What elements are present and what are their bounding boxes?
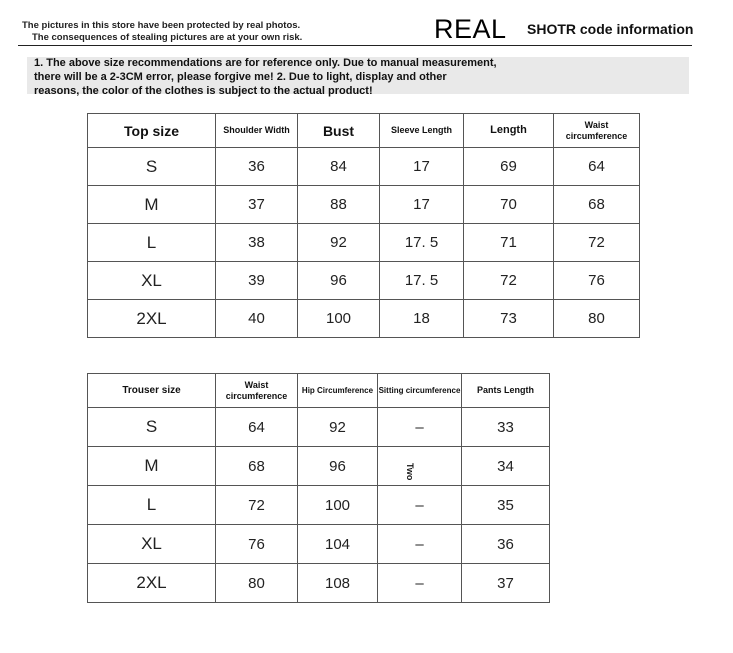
size-label: 2XL (88, 300, 216, 338)
trouser-size-table (87, 373, 550, 603)
header-hip-circumference: Hip Circumference (298, 374, 378, 408)
table-cell: 17. 5 (380, 224, 464, 262)
header-trouser-size: Trouser size (88, 374, 216, 408)
warning-line-2: The consequences of stealing pictures are at your own risk. (32, 32, 303, 43)
section-title: SHOTR code information (527, 21, 694, 37)
table-cell: 40 (216, 300, 298, 338)
table-row (88, 300, 640, 338)
table-row (88, 564, 550, 603)
table-cell: 18 (380, 300, 464, 338)
table-cell: – (378, 408, 462, 447)
table-cell: 64 (216, 408, 298, 447)
table-row (88, 148, 640, 186)
note-line-1: 1. The above size recommendations are for reference only. Due to manual measurement, (34, 57, 497, 69)
table-cell (378, 447, 462, 486)
table-row (88, 486, 550, 525)
size-label: M (88, 447, 216, 486)
table-cell: 76 (216, 525, 298, 564)
table-row (88, 447, 550, 486)
table-cell: 108 (298, 564, 378, 603)
table-cell: 80 (216, 564, 298, 603)
table-cell: 37 (216, 186, 298, 224)
header-length: Length (464, 114, 554, 148)
table-cell: 96 (298, 262, 380, 300)
table-cell: 100 (298, 300, 380, 338)
size-label: XL (88, 525, 216, 564)
table-cell: 38 (216, 224, 298, 262)
copyright-warning (22, 20, 302, 44)
size-label: S (88, 408, 216, 447)
table-row (88, 408, 550, 447)
table-cell: 80 (554, 300, 640, 338)
table-cell: 33 (462, 408, 550, 447)
size-label: 2XL (88, 564, 216, 603)
table-cell: 39 (216, 262, 298, 300)
header-pants-length: Pants Length (462, 374, 550, 408)
table-cell: 36 (216, 148, 298, 186)
sitting-note: Two (405, 463, 415, 481)
table-cell: – (378, 525, 462, 564)
table-header-row (88, 114, 640, 148)
table-row (88, 262, 640, 300)
table-cell: 34 (462, 447, 550, 486)
table-cell: 68 (216, 447, 298, 486)
top-size-table (87, 113, 640, 338)
table-cell: 69 (464, 148, 554, 186)
header-sitting-circumference: Sitting circumference (378, 374, 462, 408)
warning-line-1: The pictures in this store have been protected by real photos. (22, 20, 301, 31)
note-line-2: there will be a 2-3CM error, please forgive me! 2. Due to light, display and other (34, 71, 447, 83)
table-cell: 72 (216, 486, 298, 525)
table-cell: 70 (464, 186, 554, 224)
header-bust: Bust (298, 114, 380, 148)
table-cell: 72 (464, 262, 554, 300)
table-cell: – (378, 564, 462, 603)
table-cell: 37 (462, 564, 550, 603)
table-cell: 68 (554, 186, 640, 224)
table-cell: 88 (298, 186, 380, 224)
size-label: M (88, 186, 216, 224)
note-line-3: reasons, the color of the clothes is subject to the actual product! (34, 85, 373, 97)
table-cell: 17 (380, 148, 464, 186)
size-label: L (88, 224, 216, 262)
table-header-row (88, 374, 550, 408)
table-cell: 72 (554, 224, 640, 262)
table-cell: 104 (298, 525, 378, 564)
table-cell: 92 (298, 224, 380, 262)
table-cell: 76 (554, 262, 640, 300)
header-divider (18, 45, 692, 46)
table-row (88, 224, 640, 262)
header-top-size: Top size (88, 114, 216, 148)
table-row (88, 525, 550, 564)
header-shoulder-width: Shoulder Width (216, 114, 298, 148)
header-waist-circumference: Waist circumference (554, 114, 640, 148)
table-cell: 73 (464, 300, 554, 338)
table-cell: 36 (462, 525, 550, 564)
table-cell: 35 (462, 486, 550, 525)
table-cell: 71 (464, 224, 554, 262)
size-note (34, 56, 564, 98)
header-waist-circumference: Waist circumference (216, 374, 298, 408)
table-cell: – (378, 486, 462, 525)
table-cell: 100 (298, 486, 378, 525)
size-label: S (88, 148, 216, 186)
size-label: XL (88, 262, 216, 300)
size-label: L (88, 486, 216, 525)
table-cell: 96 (298, 447, 378, 486)
table-cell: 92 (298, 408, 378, 447)
table-cell: 64 (554, 148, 640, 186)
table-cell: 17 (380, 186, 464, 224)
table-cell: 17. 5 (380, 262, 464, 300)
table-row (88, 186, 640, 224)
header-sleeve-length: Sleeve Length (380, 114, 464, 148)
table-cell: 84 (298, 148, 380, 186)
real-label: REAL (434, 14, 507, 44)
